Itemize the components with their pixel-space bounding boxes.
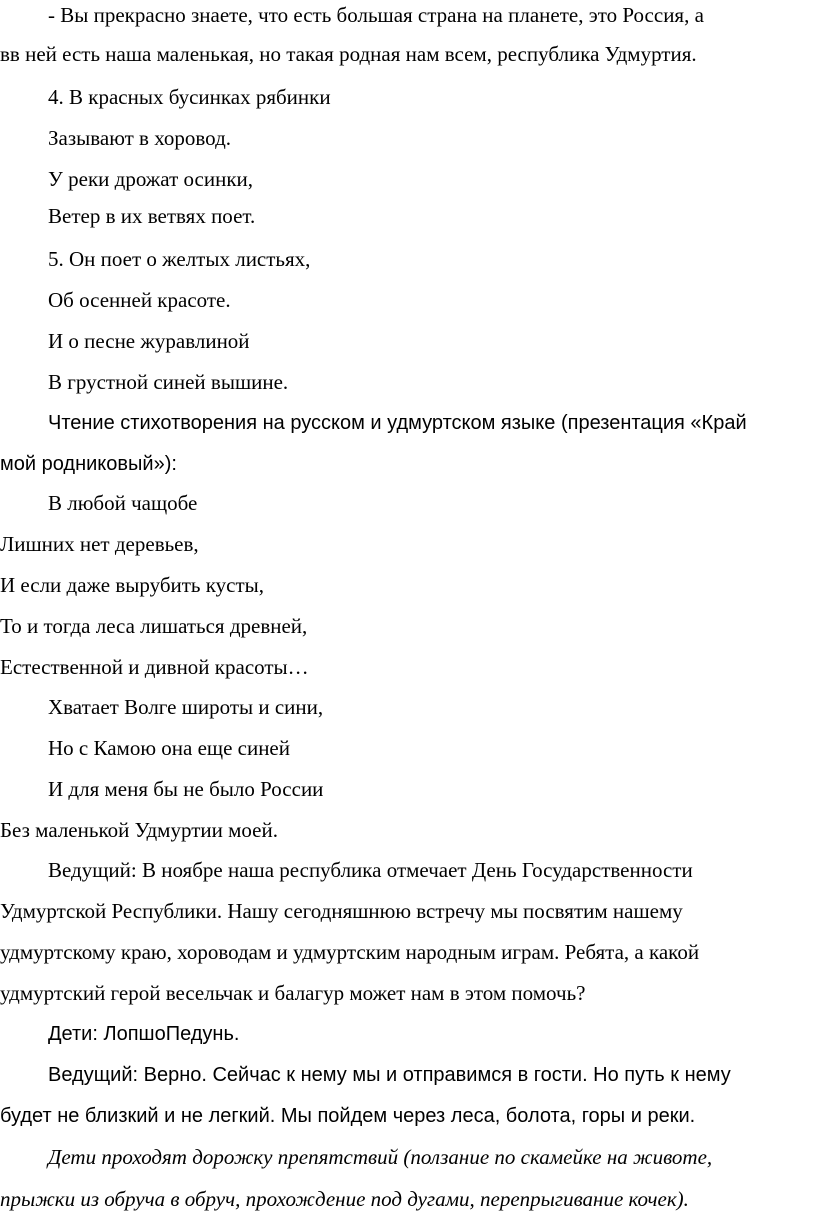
- text-line: Дети: ЛопшоПедунь.: [48, 1023, 240, 1045]
- text-line: 4. В красных бусинках рябинки: [48, 85, 331, 109]
- text-line: Хватает Волге широты и сини,: [48, 695, 324, 719]
- text-line: Чтение стихотворения на русском и удмуртском языке (презентация «Край: [48, 412, 747, 434]
- text-line: Естественной и дивной красоты…: [0, 655, 309, 679]
- text-line: В грустной синей вышине.: [48, 370, 289, 394]
- text-line: Лишних нет деревьев,: [0, 532, 199, 556]
- text-line: 5. Он поет о желтых листьях,: [48, 247, 311, 271]
- text-line: Ведущий: Верно. Сейчас к нему мы и отправимся в гости. Но путь к нему: [48, 1064, 731, 1086]
- text-line: И для меня бы не было России: [48, 777, 324, 801]
- text-line: В любой чащобе: [48, 491, 198, 515]
- text-line: удмуртскому краю, хороводам и удмуртским народным играм. Ребята, а какой: [0, 940, 700, 964]
- text-line: То и тогда леса лишаться древней,: [0, 614, 308, 638]
- text-line: Зазывают в хоровод.: [48, 126, 232, 150]
- text-line: будет не близкий и не легкий. Мы пойдем через леса, болота, горы и реки.: [0, 1105, 696, 1127]
- text-line: Ветер в их ветвях поет.: [48, 204, 256, 228]
- text-line: вв ней есть наша маленькая, но такая родная нам всем, республика Удмуртия.: [0, 42, 697, 66]
- text-line: удмуртский герой весельчак и балагур может нам в этом помочь?: [0, 981, 586, 1005]
- text-line: - Вы прекрасно знаете, что есть большая страна на планете, это Россия, а: [48, 3, 704, 27]
- text-line: Дети проходят дорожку препятствий (ползание по скамейке на животе,: [48, 1145, 713, 1169]
- text-line: У реки дрожат осинки,: [48, 167, 254, 191]
- text-line: Об осенней красоте.: [48, 288, 231, 312]
- text-line: Удмуртской Республики. Нашу сегодняшнюю встречу мы посвятим нашему: [0, 899, 683, 923]
- text-line: Ведущий: В ноябре наша республика отмечает День Государственности: [48, 858, 693, 882]
- text-line: И о песне журавлиной: [48, 329, 250, 353]
- text-line: мой родниковый»):: [0, 453, 177, 475]
- text-line: прыжки из обруча в обруч, прохождение под дугами, перепрыгивание кочек).: [0, 1187, 689, 1211]
- text-line: И если даже вырубить кусты,: [0, 573, 265, 597]
- text-line: Но с Камою она еще синей: [48, 736, 290, 760]
- text-line: Без маленькой Удмуртии моей.: [0, 818, 278, 842]
